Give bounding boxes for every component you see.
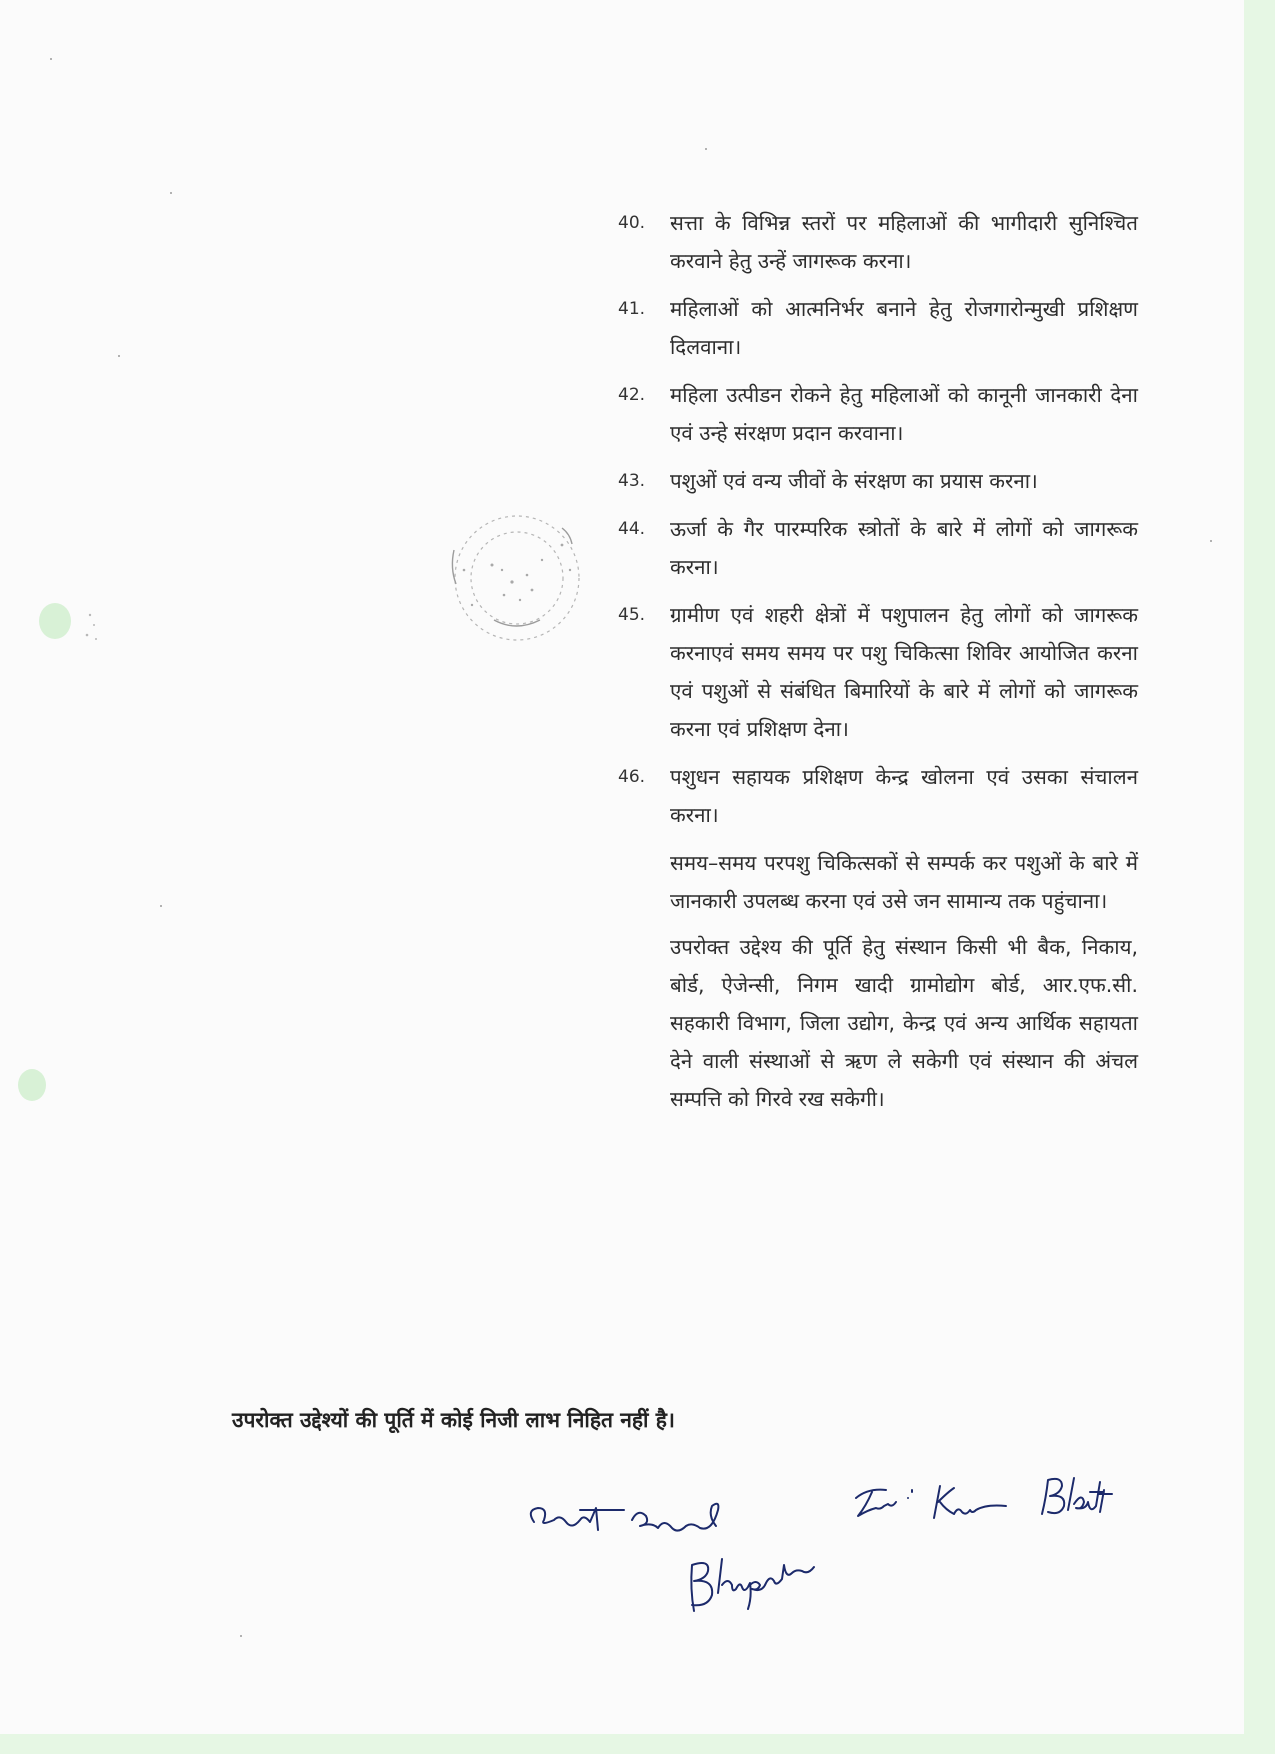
signature-ravi-kumar-bhatt <box>850 1468 1130 1538</box>
item-text: ग्रामीण एवं शहरी क्षेत्रों में पशुपालन हेतु लोगों को जागरूक करनाएवं समय समय पर पशु चिकित्सा शिविर आयोजित करना एवं पशुओं से संबंधित बिमारियों के बारे में लोगों को जागरूक करना एवं प्रशिक्षण देना। <box>670 603 1138 741</box>
scan-speck <box>170 192 172 194</box>
objectives-list <box>618 204 1138 1126</box>
list-item <box>618 596 1138 748</box>
declaration-line: उपरोक्त उद्देश्यों की पूर्ति में कोई निजी लाभ निहित नहीं है। <box>232 1408 675 1432</box>
list-item <box>618 376 1138 452</box>
scan-speck <box>1210 540 1212 542</box>
list-item <box>618 290 1138 366</box>
item-number: 41. <box>618 299 646 319</box>
scan-speck <box>705 148 707 150</box>
item-text: ऊर्जा के गैर पारम्परिक स्त्रोतों के बारे में लोगों को जागरूक करना। <box>670 517 1138 579</box>
signature-laxmi-kumari <box>520 1480 760 1550</box>
item-number: 43. <box>618 471 646 491</box>
scan-speck <box>240 1635 242 1637</box>
item-text: पशुधन सहायक प्रशिक्षण केन्द्र खोलना एवं उसका संचालन करना। <box>670 765 1138 827</box>
item-text: महिलाओं को आत्मनिर्भर बनाने हेतु रोजगारोन्मुखी प्रशिक्षण दिलवाना। <box>670 297 1138 359</box>
loan-paragraph: उपरोक्त उद्देश्य की पूर्ति हेतु संस्थान किसी भी बैक, निकाय, बोर्ड, ऐजेन्सी, निगम खादी ग्रामोद्योग बोर्ड, आर.एफ.सी. सहकारी विभाग, जिला उद्योग, केन्द्र एवं अन्य आर्थिक सहायता देने वाली संस्थाओं से ऋण ले सकेगी एवं संस्थान की अंचल सम्पत्ति को गिरवे रख सकेगी। <box>670 935 1138 1111</box>
item-number: 46. <box>618 767 646 787</box>
item-number: 44. <box>618 519 646 539</box>
item-text: सत्ता के विभिन्न स्तरों पर महिलाओं की भागीदारी सुनिश्चित करवाने हेतु उन्हें जागरूक करना। <box>670 211 1138 273</box>
item-number: 42. <box>618 385 646 405</box>
signature-bhupendra <box>680 1545 850 1625</box>
scan-blemish <box>30 595 100 655</box>
list-item <box>618 462 1138 500</box>
item-text: महिला उत्पीडन रोकने हेतु महिलाओं को कानूनी जानकारी देना एवं उन्हे संरक्षण प्रदान करवाना। <box>670 383 1138 445</box>
scan-speck <box>50 58 52 60</box>
faint-seal <box>432 510 592 650</box>
list-item <box>618 758 1138 834</box>
item-number: 45. <box>618 605 646 625</box>
list-item <box>618 204 1138 280</box>
contact-paragraph: समय–समय परपशु चिकित्सकों से सम्पर्क कर पशुओं के बारे में जानकारी उपलब्ध करना एवं उसे जन सामान्य तक पहुंचाना। <box>670 851 1138 913</box>
scan-speck <box>160 905 162 907</box>
item-number: 40. <box>618 213 646 233</box>
scan-blemish <box>12 1065 52 1105</box>
list-item <box>618 510 1138 586</box>
item-text: पशुओं एवं वन्य जीवों के संरक्षण का प्रयास करना। <box>670 469 1038 493</box>
scan-speck <box>118 355 120 357</box>
